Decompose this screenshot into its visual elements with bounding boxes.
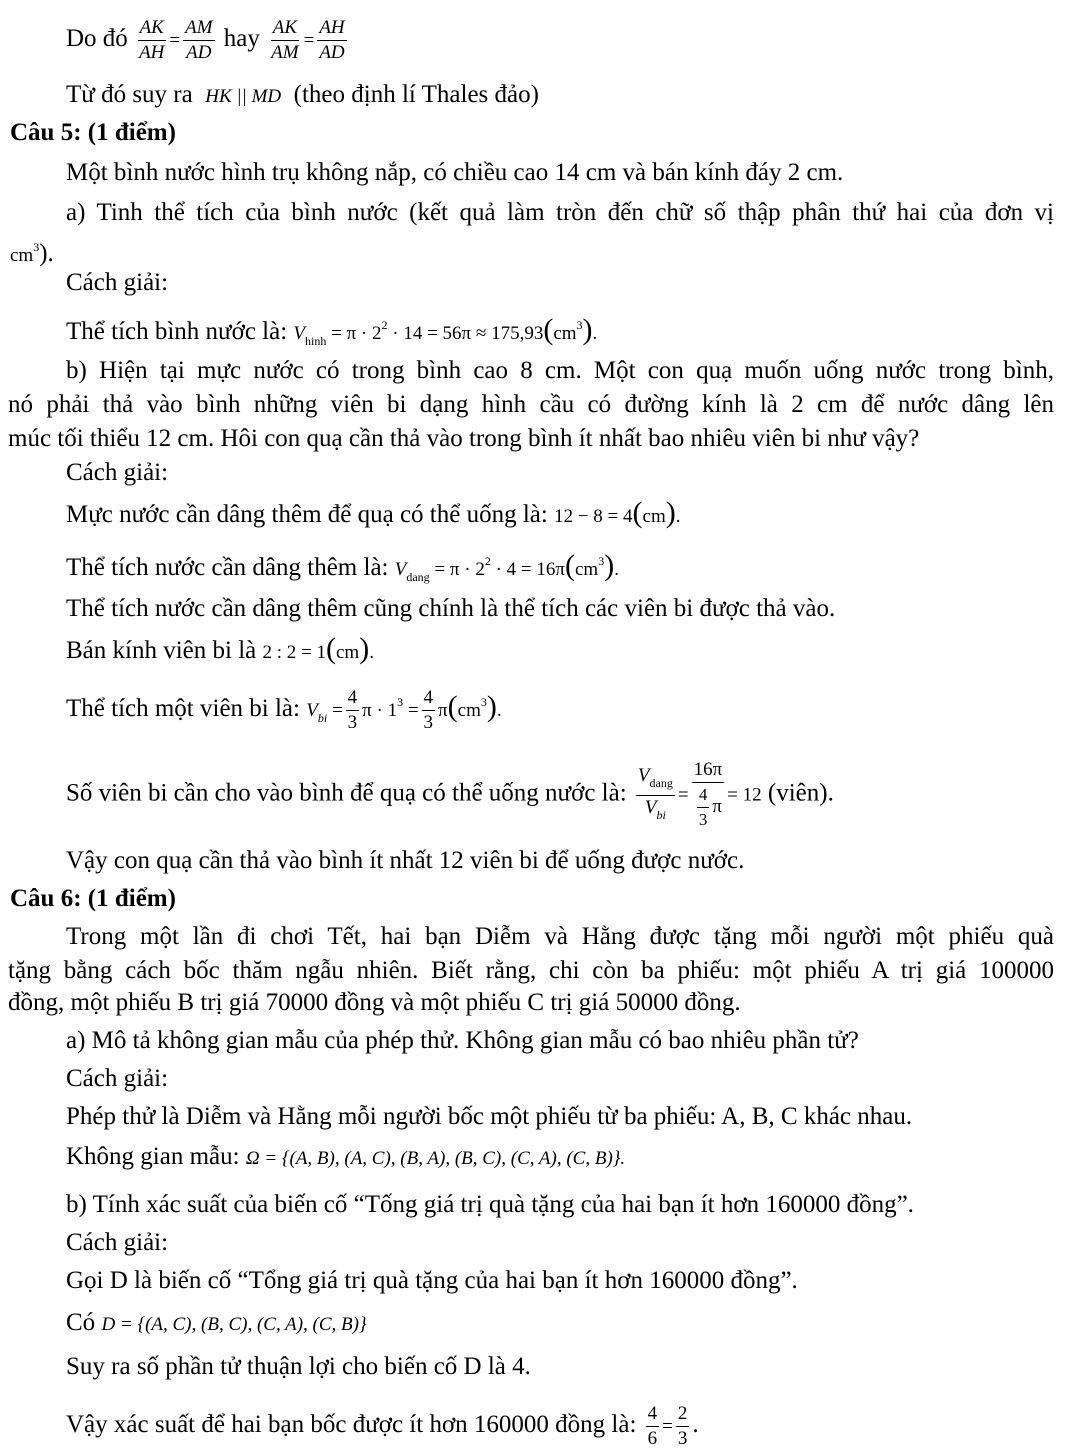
q5-solution-label-a: Cách giải: [66, 269, 169, 296]
parallel-expression: HK || MD [205, 86, 282, 107]
fraction-ah-ad: $\frac{AH}{AD}$ [319, 17, 345, 63]
q5-part-a-line1: a) Tinh thể tích của bình nước (kết quả làm tròn đến chữ số thập phân thứ hai của đơn vị [66, 199, 1054, 226]
q6-paragraph-line2: tặng bằng cách bốc thăm ngẫu nhiên. Biết rằng, chi còn ba phiếu: một phiếu A trị giá 100000 [8, 957, 1054, 984]
fraction-four-thirds: $\frac{4}{3}$ [347, 687, 358, 733]
intro-line-1: Do đó $\frac{AK}{AH}$ = $\frac{AM}{AD}$ hay $\frac{AK}{AM}$ = $\frac{AH}{AD}$ [66, 17, 345, 63]
q6-heading: Câu 6: (1 điểm) [10, 885, 176, 912]
q6-paragraph-line1: Trong một lần đi chơi Tết, hai bạn Diễm và Hằng được tặng mỗi người một phiếu quà [66, 923, 1054, 950]
q5-radius-line: Bán kính viên bi là 2 : 2 = 1(cm). [66, 632, 374, 665]
q6-part-a: a) Mô tả không gian mẫu của phép thử. Không gian mẫu có bao nhiêu phần tử? [66, 1027, 859, 1054]
q6-trial: Phép thử là Diễm và Hằng mỗi người bốc một phiếu từ ba phiếu: A, B, C khác nhau. [66, 1103, 913, 1130]
fraction-ak-ah: $\frac{AK}{AH}$ [139, 17, 165, 63]
fraction-vdang-vbi: $\frac{V_{dang}}{V_{bi}}$ [637, 764, 673, 822]
intro-line-2: Từ đó suy ra HK || MD (theo định lí Thales đảo) [66, 81, 539, 108]
q5-part-b-line3: múc tối thiểu 12 cm. Hôi con quạ cần thả vào trong bình ít nhất bao nhiêu viên bi như vậy? [8, 425, 920, 452]
q5-part-a-line2: $cm^3$). [10, 240, 54, 267]
q6-part-b: b) Tính xác suất của biến cố “Tống giá trị quà tặng của hai bạn ít hơn 160000 đồng”. [66, 1191, 914, 1218]
q5-rise-volume-line: Thể tích nước cần dâng thêm là: $V_{dang} = \pi \cdot 2^2 \cdot 4 = 16\pi(cm^3)$. [66, 549, 619, 584]
q6-probability: Vậy xác suất để hai bạn bốc được ít hơn 160000 đồng là: $\frac{4}{6}$ = $\frac{2}{3}$ . [66, 1403, 699, 1449]
q5-conclusion: Vậy con quạ cần thả vào bình ít nhất 12 viên bi để uống được nước. [66, 847, 745, 874]
q6-event-definition: Gọi D là biến cố “Tổng giá trị quà tặng của hai bạn ít hơn 160000 đồng”. [66, 1267, 798, 1294]
q5-same-volume: Thể tích nước cần dâng thêm cũng chính là thể tích các viên bi được thả vào. [66, 595, 836, 622]
fraction-am-ad: $\frac{AM}{AD}$ [185, 17, 213, 63]
q5-volume-line: Thể tích bình nước là: $V_{hinh} = \pi \cdot 2^2 \cdot 14 = 56\pi \approx 175,93(cm^3)$. [66, 313, 598, 348]
q5-rise-line: Mực nước cần dâng thêm để quạ có thể uống là: 12 − 8 = 4(cm). [66, 496, 681, 529]
event-set: D = {(A, C), (B, C), (C, A), (C, B)} [101, 1314, 367, 1335]
q6-favorable: Suy ra số phần tử thuận lợi cho biến cố D là 4. [66, 1353, 531, 1380]
q5-ball-volume-line: Thể tích một viên bi là: $V_{bi}$ = $\frac{4}{3}$ $\pi \cdot 1^3$ = $\frac{4}{3}$ $\pi(cm^3)$. [66, 687, 502, 733]
fraction-ak-am: $\frac{AK}{AM}$ [271, 17, 299, 63]
q6-solution-label-b: Cách giải: [66, 1229, 169, 1256]
q6-event-set: Có D = {(A, C), (B, C), (C, A), (C, B)} [66, 1309, 367, 1336]
fraction-four-thirds-2: $\frac{4}{3}$ [423, 687, 434, 733]
fraction-four-sixths: $\frac{4}{6}$ [647, 1403, 658, 1449]
q5-statement: Một bình nước hình trụ không nắp, có chiều cao 14 cm và bán kính đáy 2 cm. [66, 159, 844, 186]
q5-count-line: Số viên bi cần cho vào bình để quạ có thể uống nước là: $\frac{V_{dang}}{V_{bi}}$ = 16π $\frac{4}{3}$ π = 12 (viên). [66, 758, 834, 832]
fraction-16pi-over-4pi3: 16π $\frac{4}{3}$ π [693, 759, 723, 829]
q6-paragraph-line3: đồng, một phiếu B trị giá 70000 đồng và một phiếu C trị giá 50000 đồng. [8, 989, 741, 1016]
sample-space-set: Ω = {(A, B), (A, C), (B, A), (B, C), (C, A), (C, B)}. [245, 1148, 626, 1169]
q6-solution-label-a: Cách giải: [66, 1065, 169, 1092]
q5-solution-label-b: Cách giải: [66, 459, 169, 486]
q5-heading: Câu 5: (1 điểm) [10, 119, 176, 146]
q5-part-b-line2: nó phải thả vào bình những viên bi dạng hình cầu có đường kính là 2 cm để nước dâng lên [8, 391, 1054, 418]
fraction-two-thirds: $\frac{2}{3}$ [677, 1403, 688, 1449]
q5-part-b-line1: b) Hiện tại mực nước có trong bình cao 8 cm. Một con quạ muốn uống nước trong bình, [66, 357, 1054, 384]
q6-sample-space: Không gian mẫu: Ω = {(A, B), (A, C), (B, A), (B, C), (C, A), (C, B)}. [66, 1143, 626, 1170]
